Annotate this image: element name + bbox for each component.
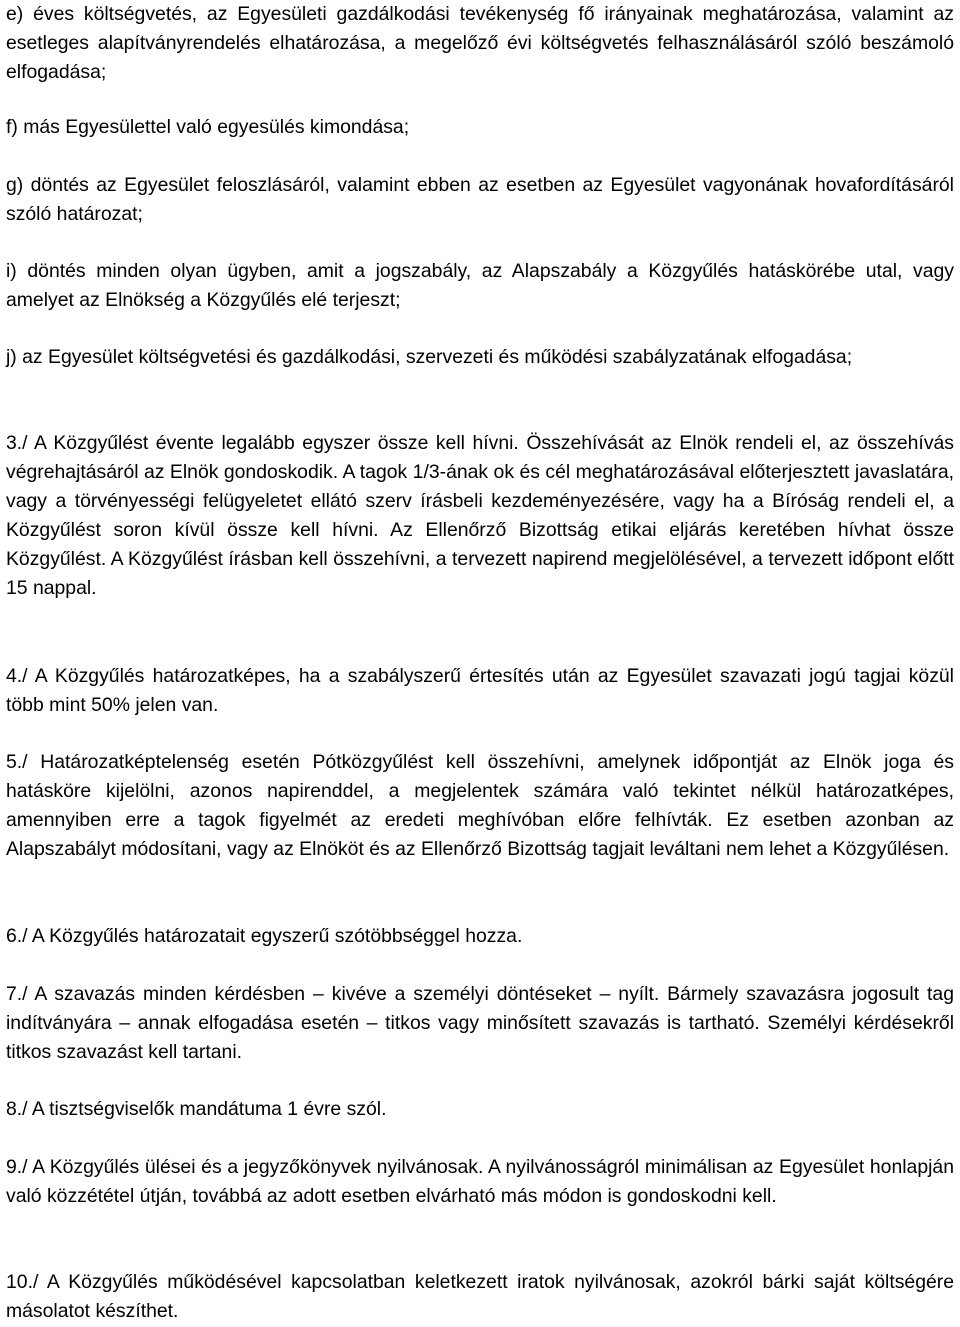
paragraph-i: i) döntés minden olyan ügyben, amit a jogszabály, az Alapszabály a Közgyűlés hatáskörébe utal, vagy amelyet az Elnökség a Közgyűlés elé terjeszt; <box>6 260 954 311</box>
paragraph-9: 9./ A Közgyűlés ülései és a jegyzőkönyvek nyilvánosak. A nyilvánosságról minimálisan az Egyesület honlapján való közzététel útján, továbbá az adott esetben elvárható más módon is gondoskodni kell. <box>6 1156 954 1207</box>
paragraph-7: 7./ A szavazás minden kérdésben – kivéve a személyi döntéseket – nyílt. Bármely szavazásra jogosult tag indítványára – annak elfogadása esetén – titkos vagy minősített szavazás is tartható. Személyi kérdésekről titkos szavazást kell tartani. <box>6 983 954 1063</box>
paragraph-3: 3./ A Közgyűlést évente legalább egyszer össze kell hívni. Összehívását az Elnök rendeli el, az összehívás végrehajtásáról az Elnök gondoskodik. A tagok 1/3-ának ok és cél meghatározásával előterjesztett javaslatára, vagy a törvényességi felügyeletet ellátó szerv írásbeli kezdeményezésére, vagy ha a Bíróság rendeli el, a Közgyűlést soron kívül össze kell hívni. Az Ellenőrző Bizottság etikai eljárás keretében hívhat össze Közgyűlést. A Közgyűlést írásban kell összehívni, a tervezett napirend megjelölésével, a tervezett időpont előtt 15 nappal. <box>6 432 954 599</box>
paragraph-5: 5./ Határozatképtelenség esetén Pótközgyűlést kell összehívni, amelynek időpontját az Elnök joga és hatásköre kijelölni, azonos napirenddel, a megjelentek számára való tekintet nélkül határozatképes, amennyiben erre a tagok figyelmét az eredeti meghívóban előre felhívták. Ez esetben azonban az Alapszabályt módosítani, vagy az Elnököt és az Ellenőrző Bizottság tagjait leváltani nem lehet a Közgyűlésen. <box>6 751 954 860</box>
paragraph-8: 8./ A tisztségviselők mandátuma 1 évre szól. <box>6 1098 387 1120</box>
paragraph-6: 6./ A Közgyűlés határozatait egyszerű szótöbbséggel hozza. <box>6 925 523 947</box>
paragraph-4: 4./ A Közgyűlés határozatképes, ha a szabályszerű értesítés után az Egyesület szavazati jogú tagjai közül több mint 50% jelen van. <box>6 665 954 716</box>
paragraph-g: g) döntés az Egyesület feloszlásáról, valamint ebben az esetben az Egyesület vagyonának hovafordításáról szóló határozat; <box>6 174 954 225</box>
paragraph-f: f) más Egyesülettel való egyesülés kimondása; <box>6 116 410 138</box>
paragraph-e: e) éves költségvetés, az Egyesületi gazdálkodási tevékenység fő irányainak meghatározása, valamint az esetleges alapítványrendelés elhatározása, a megelőző évi költségvetés felhasználásáról szóló beszámoló elfogadása; <box>6 3 954 83</box>
paragraph-10: 10./ A Közgyűlés működésével kapcsolatban keletkezett iratok nyilvánosak, azokról bárki saját költségére másolatot készíthet. <box>6 1271 954 1322</box>
paragraph-j: j) az Egyesület költségvetési és gazdálkodási, szervezeti és működési szabályzatának elfogadása; <box>6 346 853 368</box>
